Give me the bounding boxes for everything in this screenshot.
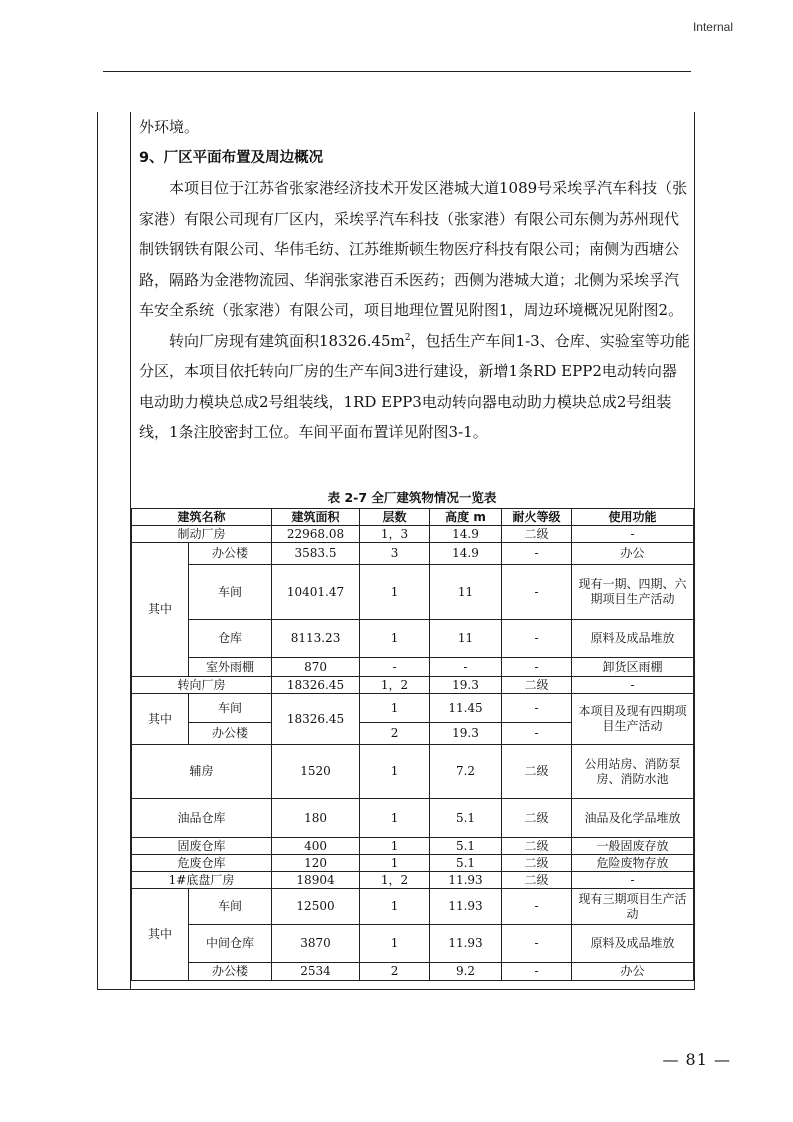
floors-cell: 1 <box>360 838 430 855</box>
area-cell: 400 <box>272 838 360 855</box>
height-cell: 5.1 <box>430 838 502 855</box>
area-cell: 180 <box>272 799 360 838</box>
table-row <box>132 677 694 694</box>
floors-cell: 1 <box>360 889 430 925</box>
height-cell: 11 <box>430 620 502 658</box>
area-cell: 3870 <box>272 925 360 963</box>
floors-cell: 1 <box>360 620 430 658</box>
area-cell: 18326.45 <box>272 694 360 745</box>
height-cell: 5.1 <box>430 855 502 872</box>
height-cell: 19.3 <box>430 677 502 694</box>
name-cell: 1#底盘厂房 <box>132 872 272 889</box>
fire-rating-cell: 二级 <box>502 872 572 889</box>
height-cell: 19.3 <box>430 723 502 745</box>
floors-cell: 1，2 <box>360 677 430 694</box>
area-cell: 12500 <box>272 889 360 925</box>
header-function: 使用功能 <box>572 509 694 526</box>
area-cell: 10401.47 <box>272 565 360 620</box>
header-name: 建筑名称 <box>132 509 272 526</box>
height-cell: 11.45 <box>430 694 502 723</box>
fire-rating-cell: 二级 <box>502 677 572 694</box>
area-cell: 18326.45 <box>272 677 360 694</box>
table-row <box>132 872 694 889</box>
table-row <box>132 565 694 620</box>
group-label: 其中 <box>132 694 189 745</box>
fire-rating-cell: 二级 <box>502 855 572 872</box>
group-label: 其中 <box>132 889 189 981</box>
function-cell: 现有三期项目生产活动 <box>572 889 694 925</box>
fire-rating-cell: - <box>502 565 572 620</box>
paragraph-location: 本项目位于江苏省张家港经济技术开发区港城大道1089号采埃孚汽车科技（张家港）有限公司现有厂区内，采埃孚汽车科技（张家港）有限公司东侧为苏州现代制铁钢铁有限公司、华伟毛纺、江苏维斯顿生物医疗科技有限公司；南侧为西塘公路，隔路为金港物流园、华润张家港百禾医药；西侧为港城大道；北侧为采埃孚汽车安全系统（张家港）有限公司，项目地理位置见附图1，周边环境概况见附图2。 <box>139 179 688 319</box>
height-cell: 14.9 <box>430 526 502 543</box>
area-cell: 870 <box>272 658 360 677</box>
function-cell: 一般固废存放 <box>572 838 694 855</box>
height-cell: 5.1 <box>430 799 502 838</box>
area-cell: 3583.5 <box>272 543 360 565</box>
name-cell: 办公楼 <box>189 543 272 565</box>
header-area: 建筑面积 <box>272 509 360 526</box>
table-caption: 表 2-7 全厂建筑物情况一览表 <box>327 490 497 505</box>
name-cell: 车间 <box>189 565 272 620</box>
function-cell: 油品及化学品堆放 <box>572 799 694 838</box>
section-title: 9、厂区平面布置及周边概况 <box>139 149 324 166</box>
function-cell: 原料及成品堆放 <box>572 925 694 963</box>
floors-cell: - <box>360 658 430 677</box>
fire-rating-cell: - <box>502 925 572 963</box>
function-cell: 现有一期、四期、六期项目生产活动 <box>572 565 694 620</box>
floors-cell: 1 <box>360 799 430 838</box>
fire-rating-cell: 二级 <box>502 799 572 838</box>
fire-rating-cell: - <box>502 723 572 745</box>
continued-text: 外环境。 <box>139 118 200 136</box>
fire-rating-cell: - <box>502 889 572 925</box>
table-row <box>132 889 694 925</box>
table-row <box>132 855 694 872</box>
classification-label: Internal <box>692 20 733 34</box>
table-row <box>132 543 694 565</box>
floors-cell: 1 <box>360 565 430 620</box>
area-cell: 18904 <box>272 872 360 889</box>
floors-cell: 1，2 <box>360 872 430 889</box>
fire-rating-cell: - <box>502 658 572 677</box>
name-cell: 车间 <box>189 694 272 723</box>
function-cell: 办公 <box>572 963 694 981</box>
floors-cell: 1，3 <box>360 526 430 543</box>
header-height: 高度 m <box>430 509 502 526</box>
height-cell: 11 <box>430 565 502 620</box>
table-row <box>132 838 694 855</box>
name-cell: 制动厂房 <box>132 526 272 543</box>
function-cell: 公用站房、消防泵房、消防水池 <box>572 745 694 799</box>
name-cell: 车间 <box>189 889 272 925</box>
name-cell: 仓库 <box>189 620 272 658</box>
height-cell: 11.93 <box>430 889 502 925</box>
name-cell: 油品仓库 <box>132 799 272 838</box>
area-cell: 8113.23 <box>272 620 360 658</box>
table-row <box>132 745 694 799</box>
name-cell: 固废仓库 <box>132 838 272 855</box>
function-cell: 危险废物存放 <box>572 855 694 872</box>
header-floors: 层数 <box>360 509 430 526</box>
name-cell: 室外雨棚 <box>189 658 272 677</box>
document-body <box>139 112 691 448</box>
paragraph-building-part1: 转向厂房现有建筑面积18326.45m <box>169 331 405 350</box>
height-cell: - <box>430 658 502 677</box>
floors-cell: 1 <box>360 694 430 723</box>
header-rule <box>103 71 691 72</box>
area-cell: 1520 <box>272 745 360 799</box>
fire-rating-cell: - <box>502 963 572 981</box>
function-cell: 原料及成品堆放 <box>572 620 694 658</box>
function-cell: 卸货区雨棚 <box>572 658 694 677</box>
paragraph-building-part2: ，包括生产车间1-3、仓库、实验室等功能分区，本项目依托转向厂房的生产车间3进行建设，新增1条RD EPP2电动转向器电动助力模块总成2号组装线，1RD EPP3电动转向器电动助力模块总成2号组装线，1条注胶密封工位。车间平面布置详见附图3-1。 <box>139 331 690 441</box>
fire-rating-cell: - <box>502 694 572 723</box>
function-cell: 本项目及现有四期项目生产活动 <box>572 694 694 745</box>
height-cell: 11.93 <box>430 925 502 963</box>
floors-cell: 1 <box>360 745 430 799</box>
header-fire-rating: 耐火等级 <box>502 509 572 526</box>
height-cell: 9.2 <box>430 963 502 981</box>
name-cell: 中间仓库 <box>189 925 272 963</box>
function-cell: - <box>572 526 694 543</box>
name-cell: 危废仓库 <box>132 855 272 872</box>
table-row <box>132 620 694 658</box>
function-cell: - <box>572 677 694 694</box>
height-cell: 14.9 <box>430 543 502 565</box>
fire-rating-cell: - <box>502 543 572 565</box>
table-row <box>132 925 694 963</box>
height-cell: 7.2 <box>430 745 502 799</box>
fire-rating-cell: 二级 <box>502 745 572 799</box>
paragraph-building <box>139 326 691 448</box>
height-cell: 11.93 <box>430 872 502 889</box>
floors-cell: 2 <box>360 963 430 981</box>
table-row <box>132 658 694 677</box>
area-unit-superscript: 2 <box>404 332 411 343</box>
name-cell: 办公楼 <box>189 723 272 745</box>
group-label: 其中 <box>132 543 189 677</box>
name-cell: 转向厂房 <box>132 677 272 694</box>
area-cell: 120 <box>272 855 360 872</box>
floors-cell: 2 <box>360 723 430 745</box>
function-cell: - <box>572 872 694 889</box>
table-row <box>132 799 694 838</box>
page-number: — 81 — <box>662 1050 731 1069</box>
fire-rating-cell: - <box>502 620 572 658</box>
floors-cell: 1 <box>360 925 430 963</box>
name-cell: 辅房 <box>132 745 272 799</box>
area-cell: 22968.08 <box>272 526 360 543</box>
name-cell: 办公楼 <box>189 963 272 981</box>
fire-rating-cell: 二级 <box>502 526 572 543</box>
floors-cell: 1 <box>360 855 430 872</box>
table-header-row <box>132 509 694 526</box>
function-cell: 办公 <box>572 543 694 565</box>
buildings-table <box>131 508 694 981</box>
table-row <box>132 963 694 981</box>
fire-rating-cell: 二级 <box>502 838 572 855</box>
area-cell: 2534 <box>272 963 360 981</box>
table-row <box>132 526 694 543</box>
table-row <box>132 694 694 723</box>
floors-cell: 3 <box>360 543 430 565</box>
